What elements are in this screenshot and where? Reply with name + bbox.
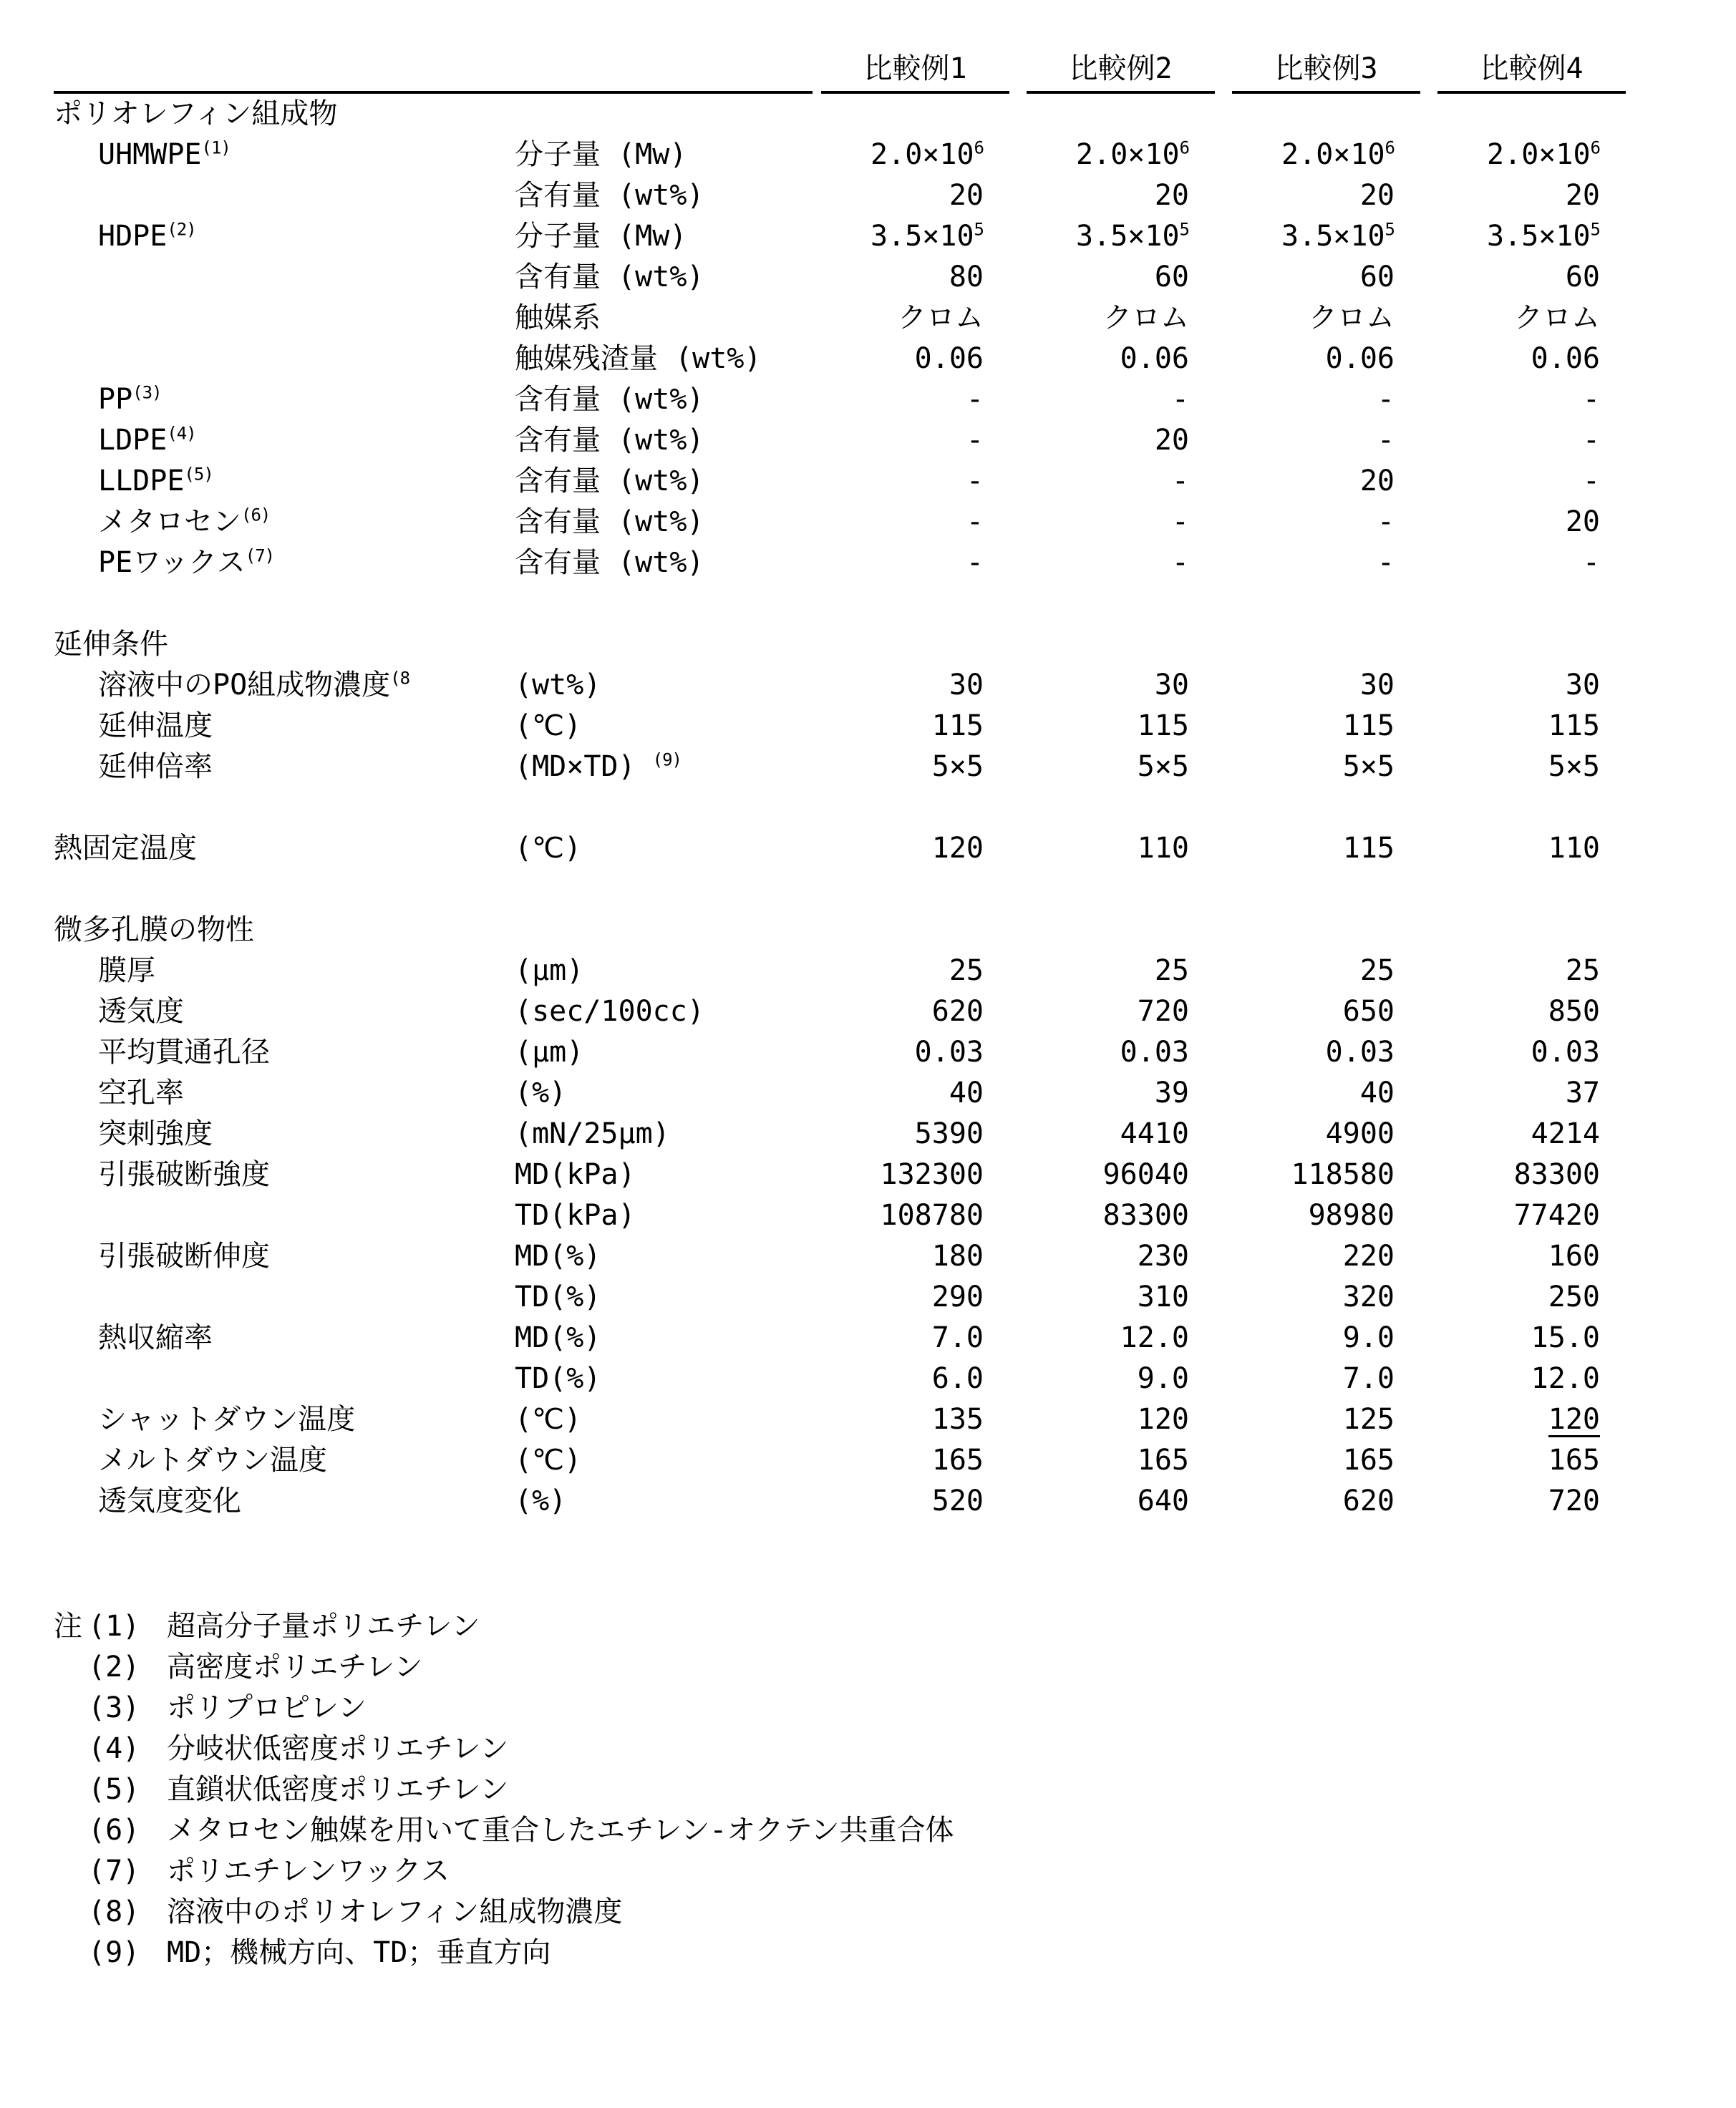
value-cell: $2.0\times 10^6$ — [871, 137, 984, 171]
row-parameter: MD(%) — [515, 1321, 601, 1354]
note-text: メタロセン触媒を用いて重合したエチレン-オクテン共重合体 — [167, 1814, 954, 1847]
value-cell: 4214 — [1531, 1117, 1600, 1150]
value-cell: $3.5\times 10^5$ — [1281, 219, 1395, 253]
row-parameter: 触媒残渣量 (wt%) — [515, 342, 762, 375]
table-row — [54, 1195, 1715, 1236]
row-parameter: (℃) — [515, 832, 582, 865]
column-header: 比較例2 — [1027, 39, 1215, 94]
value-cell: 0.03 — [1325, 1036, 1395, 1069]
note-number: (1) — [88, 1610, 140, 1643]
value-cell: 320 — [1342, 1281, 1395, 1313]
row-parameter: (μm) — [515, 1036, 584, 1069]
value-cell: 160 — [1548, 1240, 1600, 1273]
note-number: (5) — [88, 1773, 140, 1806]
value-cell: - — [1582, 465, 1600, 497]
superscript: (7) — [245, 545, 275, 566]
row-parameter: MD(%) — [515, 1240, 601, 1273]
value-cell: 5×5 — [931, 750, 984, 783]
note-number: (4) — [88, 1732, 140, 1765]
value-cell: 5×5 — [1342, 750, 1395, 783]
value-cell: 20 — [1565, 505, 1600, 538]
footnote — [54, 1647, 1715, 1688]
value-cell: クロム — [1103, 301, 1189, 334]
table-row — [54, 502, 1715, 543]
table-row — [54, 1481, 1715, 1522]
value-cell: 110 — [1548, 832, 1600, 865]
row-parameter: TD(%) — [515, 1281, 601, 1313]
table-row — [54, 175, 1715, 216]
value-cell: 40 — [1359, 1077, 1395, 1109]
value-cell: 220 — [1342, 1240, 1395, 1273]
table-row — [54, 747, 1715, 787]
row-parameter: (℃) — [515, 1444, 582, 1477]
value-cell: 37 — [1565, 1077, 1600, 1109]
table-row — [54, 420, 1715, 461]
value-cell: 5×5 — [1137, 750, 1189, 783]
value-cell: $2.0\times 10^6$ — [1487, 137, 1600, 171]
value-cell: 115 — [1342, 832, 1395, 865]
row-label: メルトダウン温度 — [98, 1444, 327, 1477]
value-cell: 9.0 — [1137, 1362, 1189, 1395]
table-row — [54, 257, 1715, 298]
note-prefix — [54, 1810, 88, 1851]
note-text: 分岐状低密度ポリエチレン — [167, 1732, 509, 1765]
value-cell: 25 — [1359, 954, 1395, 987]
value-cell: 0.06 — [1120, 342, 1189, 375]
note-text: 高密度ポリエチレン — [167, 1651, 423, 1684]
superscript: 5 — [974, 219, 984, 240]
note-prefix — [54, 1729, 88, 1769]
superscript: (8 — [390, 668, 410, 689]
value-cell: - — [1582, 546, 1600, 579]
row-label — [54, 1195, 512, 1236]
value-cell: 620 — [1342, 1485, 1395, 1517]
row-label: 延伸温度 — [98, 709, 213, 742]
row-parameter: 含有量 (wt%) — [515, 465, 704, 497]
note-number: (7) — [88, 1855, 140, 1888]
value-cell: 20 — [1565, 179, 1600, 212]
note-text: 超高分子量ポリエチレン — [167, 1610, 480, 1643]
row-label: 溶液中のPO組成物濃度$^{(8}$ — [98, 668, 410, 701]
note-prefix — [54, 1688, 88, 1729]
note-text: ポリエチレンワックス — [167, 1855, 450, 1888]
value-cell: 30 — [949, 669, 984, 701]
table-row — [54, 828, 1715, 869]
table-row — [54, 1318, 1715, 1359]
table-row — [54, 298, 1715, 339]
value-cell: 165 — [931, 1444, 984, 1477]
row-parameter: (℃) — [515, 709, 582, 742]
row-label: 突刺強度 — [98, 1117, 213, 1150]
row-label — [54, 298, 512, 339]
row-label: LDPE$^{(4)}$ — [98, 423, 196, 457]
table-row — [54, 1440, 1715, 1481]
table-group — [54, 828, 1715, 869]
superscript: 5 — [1590, 219, 1600, 240]
table-row — [54, 1399, 1715, 1440]
superscript: 5 — [1385, 219, 1395, 240]
column-header: 比較例1 — [821, 39, 1009, 94]
row-label — [54, 339, 512, 379]
value-cell: 650 — [1342, 995, 1395, 1028]
table-row — [54, 461, 1715, 502]
note-number: (6) — [88, 1814, 140, 1847]
superscript: 6 — [1590, 137, 1600, 158]
value-cell: $3.5\times 10^5$ — [1487, 219, 1600, 253]
table-group — [54, 94, 1715, 583]
row-parameter: 分子量 (Mw) — [515, 138, 687, 171]
row-label: 空孔率 — [98, 1077, 184, 1109]
value-cell: 120 — [1137, 1403, 1189, 1436]
row-parameter: 含有量 (wt%) — [515, 179, 704, 212]
row-parameter: (mN/25μm) — [515, 1117, 670, 1150]
value-cell: - — [1377, 505, 1395, 538]
value-cell: 4410 — [1120, 1117, 1189, 1150]
table-row — [54, 991, 1715, 1032]
column-header: 比較例3 — [1232, 39, 1420, 94]
value-cell: $3.5\times 10^5$ — [1076, 219, 1189, 253]
note-number: (9) — [88, 1936, 140, 1969]
row-label: 引張破断強度 — [98, 1158, 270, 1191]
superscript: (2) — [167, 219, 196, 240]
value-cell: 720 — [1137, 995, 1189, 1028]
section-title: ポリオレフィン組成物 — [54, 97, 338, 130]
value-cell: 520 — [931, 1485, 984, 1517]
value-cell: 5390 — [914, 1117, 984, 1150]
table-row — [54, 1277, 1715, 1318]
note-prefix — [54, 1892, 88, 1933]
note-text: ポリプロピレン — [167, 1691, 367, 1724]
value-cell: 20 — [1154, 179, 1189, 212]
superscript: (9) — [652, 749, 682, 770]
value-cell: 0.03 — [1120, 1036, 1189, 1069]
value-cell: 40 — [949, 1077, 984, 1109]
value-cell: 108780 — [880, 1199, 984, 1232]
value-cell: クロム — [1309, 301, 1395, 334]
value-cell: 7.0 — [931, 1321, 984, 1354]
note-prefix — [54, 1769, 88, 1810]
row-parameter: (μm) — [515, 954, 584, 987]
value-cell: 0.03 — [914, 1036, 984, 1069]
value-cell: 230 — [1137, 1240, 1189, 1273]
row-label — [54, 175, 512, 216]
table-group — [54, 624, 1715, 787]
value-cell: 12.0 — [1120, 1321, 1189, 1354]
footnotes — [54, 1606, 1715, 1973]
value-cell: 12.0 — [1531, 1362, 1600, 1395]
footnote — [54, 1933, 1715, 1973]
note-text: 溶液中のポリオレフィン組成物濃度 — [167, 1895, 623, 1928]
value-cell: 115 — [1548, 709, 1600, 742]
value-cell: 0.06 — [1325, 342, 1395, 375]
value-cell: 5×5 — [1548, 750, 1600, 783]
note-number: (3) — [88, 1691, 140, 1724]
value-cell: - — [966, 424, 984, 457]
footnote — [54, 1729, 1715, 1769]
value-cell: 60 — [1565, 261, 1600, 293]
value-cell: 39 — [1154, 1077, 1189, 1109]
value-cell: 165 — [1342, 1444, 1395, 1477]
value-cell: - — [1171, 546, 1189, 579]
superscript: 6 — [1385, 137, 1395, 158]
note-text: MD；機械方向、TD；垂直方向 — [167, 1936, 551, 1969]
value-cell: 132300 — [880, 1158, 984, 1191]
section-title: 微多孔膜の物性 — [54, 913, 254, 946]
superscript: (4) — [167, 423, 196, 444]
row-parameter: 含有量 (wt%) — [515, 424, 704, 457]
value-cell: 290 — [931, 1281, 984, 1313]
value-cell: 115 — [1342, 709, 1395, 742]
row-parameter: (%) — [515, 1485, 567, 1517]
value-cell: 165 — [1548, 1444, 1600, 1477]
value-cell: 110 — [1137, 832, 1189, 865]
value-cell: 120 — [931, 832, 984, 865]
value-cell: - — [1377, 383, 1395, 416]
value-cell: - — [1582, 424, 1600, 457]
value-cell: - — [966, 546, 984, 579]
value-cell: 25 — [1565, 954, 1600, 987]
value-cell: - — [1171, 383, 1189, 416]
column-header: 比較例4 — [1437, 39, 1626, 94]
row-label — [54, 1359, 512, 1399]
value-cell: 720 — [1548, 1485, 1600, 1517]
section-title-row — [54, 624, 1715, 665]
footnote — [54, 1810, 1715, 1851]
row-parameter: 分子量 (Mw) — [515, 220, 687, 253]
section-title-row — [54, 910, 1715, 951]
row-label: 熱収縮率 — [98, 1321, 213, 1354]
table-row — [54, 706, 1715, 747]
note-prefix — [54, 1851, 88, 1892]
value-cell: $2.0\times 10^6$ — [1281, 137, 1395, 171]
row-parameter: (sec/100cc) — [515, 995, 704, 1028]
row-label: 平均貫通孔径 — [98, 1036, 270, 1069]
row-parameter: 触媒系 — [515, 301, 601, 334]
row-parameter: 含有量 (wt%) — [515, 383, 704, 416]
comparative-examples-table — [54, 39, 1715, 1522]
row-label: 膜厚 — [98, 954, 155, 987]
value-cell: 83300 — [1102, 1199, 1189, 1232]
row-parameter: (wt%) — [515, 669, 601, 701]
row-label: PEワックス$^{(7)}$ — [98, 545, 275, 579]
value-cell: - — [1377, 424, 1395, 457]
value-cell: 0.06 — [914, 342, 984, 375]
row-label — [54, 1277, 512, 1318]
value-cell: 135 — [931, 1403, 984, 1436]
value-cell: 30 — [1154, 669, 1189, 701]
value-cell: 20 — [949, 179, 984, 212]
value-cell — [1429, 1399, 1634, 1440]
superscript: (6) — [241, 505, 271, 525]
row-label — [54, 257, 512, 298]
value-cell: 180 — [931, 1240, 984, 1273]
value-cell: 96040 — [1102, 1158, 1189, 1191]
table-row — [54, 135, 1715, 175]
table-row — [54, 1359, 1715, 1399]
row-parameter: TD(%) — [515, 1362, 601, 1395]
value-cell: - — [1171, 465, 1189, 497]
value-cell: 60 — [1359, 261, 1395, 293]
note-prefix — [54, 1933, 88, 1973]
value-cell: 115 — [931, 709, 984, 742]
value-cell: 165 — [1137, 1444, 1189, 1477]
value-cell: $2.0\times 10^6$ — [1076, 137, 1189, 171]
superscript: (1) — [201, 137, 231, 158]
table-header-row — [54, 39, 1715, 94]
value-cell: 640 — [1137, 1485, 1189, 1517]
row-parameter: 含有量 (wt%) — [515, 261, 704, 293]
value-cell: - — [1582, 383, 1600, 416]
row-parameter: 含有量 (wt%) — [515, 505, 704, 538]
value-cell: 60 — [1154, 261, 1189, 293]
value-cell: 20 — [1359, 179, 1395, 212]
value-cell: 115 — [1137, 709, 1189, 742]
row-parameter: TD(kPa) — [515, 1199, 636, 1232]
table-row — [54, 339, 1715, 379]
row-parameter: MD(kPa) — [515, 1158, 636, 1191]
row-parameter: 含有量 (wt%) — [515, 546, 704, 579]
value-cell: 25 — [1154, 954, 1189, 987]
value-cell: 310 — [1137, 1281, 1189, 1313]
value-cell: 80 — [949, 261, 984, 293]
table-row — [54, 1155, 1715, 1195]
table-row — [54, 665, 1715, 706]
value-cell: 98980 — [1308, 1199, 1395, 1232]
row-parameter: (℃) — [515, 1403, 582, 1436]
value-cell: 30 — [1565, 669, 1600, 701]
table-row — [54, 216, 1715, 257]
value-cell: - — [966, 383, 984, 416]
value-cell: $3.5\times 10^5$ — [871, 219, 984, 253]
note-number: (2) — [88, 1651, 140, 1684]
row-label: 延伸倍率 — [98, 750, 213, 783]
value-cell: 83300 — [1513, 1158, 1600, 1191]
row-label: 熱固定温度 — [54, 832, 197, 865]
value-cell: 4900 — [1325, 1117, 1395, 1150]
note-number: (8) — [88, 1895, 140, 1928]
value-cell: クロム — [898, 301, 984, 334]
table-row — [54, 1032, 1715, 1073]
table-row — [54, 1114, 1715, 1155]
value-cell: 620 — [931, 995, 984, 1028]
row-label: UHMWPE$^{(1)}$ — [98, 137, 231, 171]
value-cell: 7.0 — [1342, 1362, 1395, 1395]
value-cell: - — [1377, 546, 1395, 579]
value-cell: 20 — [1359, 465, 1395, 497]
table-row — [54, 1073, 1715, 1114]
row-label: PP$^{(3)}$ — [98, 382, 162, 416]
row-label: シャットダウン温度 — [98, 1403, 356, 1436]
row-parameter: (MD×TD) $^{(9)}$ — [515, 749, 682, 783]
value-cell: 0.06 — [1531, 342, 1600, 375]
value-cell: - — [966, 505, 984, 538]
value-cell: 25 — [949, 954, 984, 987]
row-label: HDPE$^{(2)}$ — [98, 219, 196, 253]
value-cell: 30 — [1359, 669, 1395, 701]
header-stub — [54, 39, 813, 94]
table-body — [54, 94, 1715, 1522]
value-cell: 77420 — [1513, 1199, 1600, 1232]
table-row — [54, 1236, 1715, 1277]
table-group — [54, 910, 1715, 1522]
section-title-row — [54, 94, 1715, 135]
table-row — [54, 379, 1715, 420]
table-row — [54, 951, 1715, 991]
footnote — [54, 1606, 1715, 1647]
value-cell: 20 — [1154, 424, 1189, 457]
superscript: (5) — [184, 464, 213, 485]
value-cell: 250 — [1548, 1281, 1600, 1313]
value-cell: 125 — [1342, 1403, 1395, 1436]
value-cell: 9.0 — [1342, 1321, 1395, 1354]
superscript: 5 — [1179, 219, 1189, 240]
value-cell: 0.03 — [1531, 1036, 1600, 1069]
value-cell: クロム — [1514, 301, 1600, 334]
value-cell: 15.0 — [1531, 1321, 1600, 1354]
value-cell: 850 — [1548, 995, 1600, 1028]
row-label: 透気度変化 — [98, 1485, 241, 1517]
superscript: 6 — [974, 137, 984, 158]
underlined-value: 120 — [1548, 1403, 1600, 1436]
row-parameter: (%) — [515, 1077, 567, 1109]
section-title: 延伸条件 — [54, 628, 168, 661]
value-cell: 6.0 — [931, 1362, 984, 1395]
superscript: 6 — [1179, 137, 1189, 158]
footnote — [54, 1851, 1715, 1892]
value-cell: - — [966, 465, 984, 497]
row-label: 引張破断伸度 — [98, 1240, 270, 1273]
table-row — [54, 543, 1715, 583]
note-text: 直鎖状低密度ポリエチレン — [167, 1773, 509, 1806]
footnote — [54, 1769, 1715, 1810]
row-label: LLDPE$^{(5)}$ — [98, 464, 213, 497]
note-prefix — [54, 1647, 88, 1688]
row-label: 透気度 — [98, 995, 184, 1028]
row-label: メタロセン$^{(6)}$ — [98, 505, 271, 538]
footnote — [54, 1688, 1715, 1729]
footnote — [54, 1892, 1715, 1933]
value-cell: 118580 — [1291, 1158, 1395, 1191]
note-prefix: 注 — [54, 1610, 82, 1643]
value-cell: - — [1171, 505, 1189, 538]
superscript: (3) — [132, 382, 162, 403]
